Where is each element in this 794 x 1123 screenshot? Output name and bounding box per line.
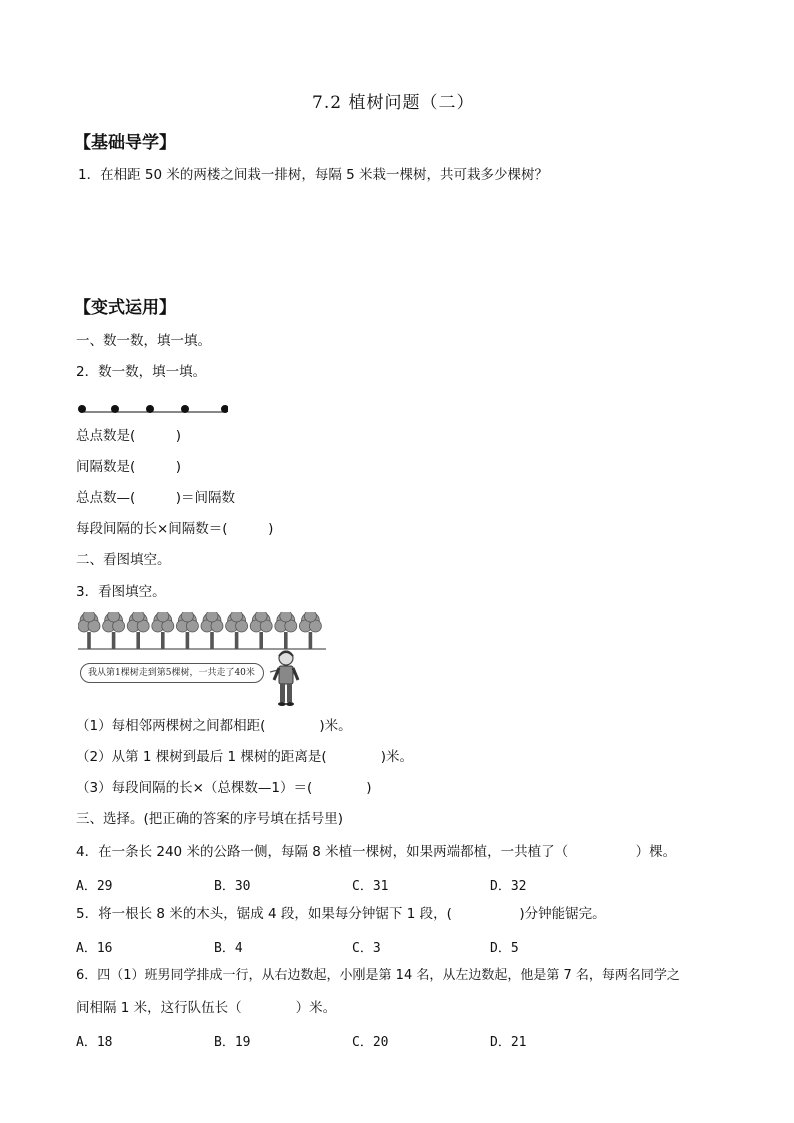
dot [78,405,86,413]
q6-option-d: D．21 [490,1035,527,1050]
tree-icon [152,612,174,649]
q3-fill-1: （1）每相邻两棵树之间都相距( )米。 [76,718,352,734]
question-5: 5．将一根长 8 米的木头，锯成 4 段，如果每分钟锯下 1 段，( )分钟能锯完。 [76,906,606,922]
q5-option-d: D．5 [490,941,519,956]
fill-total-points: 总点数是( ) [76,428,182,444]
tree-icon [103,612,125,649]
fill-interval-count: 间隔数是( ) [76,459,182,475]
tree-icon [176,612,198,649]
tree-icon [226,612,248,649]
page-title: 7.2 植树问题（二） [312,93,475,113]
question-4: 4．在一条长 240 米的公路一侧，每隔 8 米植一棵树，如果两端都植，一共植了（ ）棵。 [76,844,677,860]
tree-icon [127,612,149,649]
tree-icon [201,612,223,649]
question-3: 3．看图填空。 [76,584,166,600]
dot [111,405,119,413]
question-6-line2: 间相隔 1 米，这行队伍长（ ）米。 [76,1000,337,1016]
dot [181,405,189,413]
question-2: 2．数一数，填一填。 [76,364,207,380]
boy-figure-icon [268,648,304,706]
fill-total-length: 每段间隔的长×间隔数＝( ) [76,521,274,537]
part1-heading: 一、数一数，填一填。 [76,333,211,349]
part2-heading: 二、看图填空。 [76,552,171,568]
part3-heading: 三、选择。(把正确的答案的序号填在括号里) [76,811,344,827]
question-6-line1: 6．四（1）班男同学排成一行，从右边数起，小刚是第 14 名，从左边数起，他是第 7 名，每两名同学之 [76,968,680,983]
q3-fill-3: （3）每段间隔的长×（总棵数—1）＝( ) [76,780,372,796]
dot-line-figure [78,404,228,414]
dot [146,405,154,413]
tree-icon [299,612,321,649]
q6-option-b: B．19 [214,1035,251,1050]
q6-option-c: C．20 [352,1035,389,1050]
tree-icon [250,612,272,649]
question-1: 1．在相距 50 米的两楼之间栽一排树，每隔 5 米栽一棵树，共可栽多少棵树？ [78,167,549,183]
q4-option-b: B．30 [214,879,251,894]
tree-icon [275,612,297,649]
q4-option-c: C．31 [352,879,389,894]
tree-icon [78,612,100,649]
speech-bubble [80,663,264,683]
q6-option-a: A．18 [76,1035,113,1050]
q3-fill-2: （2）从第 1 棵树到最后 1 棵树的距离是( )米。 [76,749,413,765]
section-basic: 【基础导学】 [74,133,176,153]
section-variant: 【变式运用】 [74,298,176,318]
q5-option-a: A．16 [76,941,113,956]
q4-option-d: D．32 [490,879,527,894]
fill-points-minus: 总点数—( )＝间隔数 [76,490,236,506]
q5-option-c: C．3 [352,941,381,956]
q5-option-b: B．4 [214,941,243,956]
q4-option-a: A．29 [76,879,113,894]
speech-bubble-text: 我从第1棵树走到第5棵树，一共走了40米 [88,668,255,678]
tree-row-figure [78,612,326,652]
